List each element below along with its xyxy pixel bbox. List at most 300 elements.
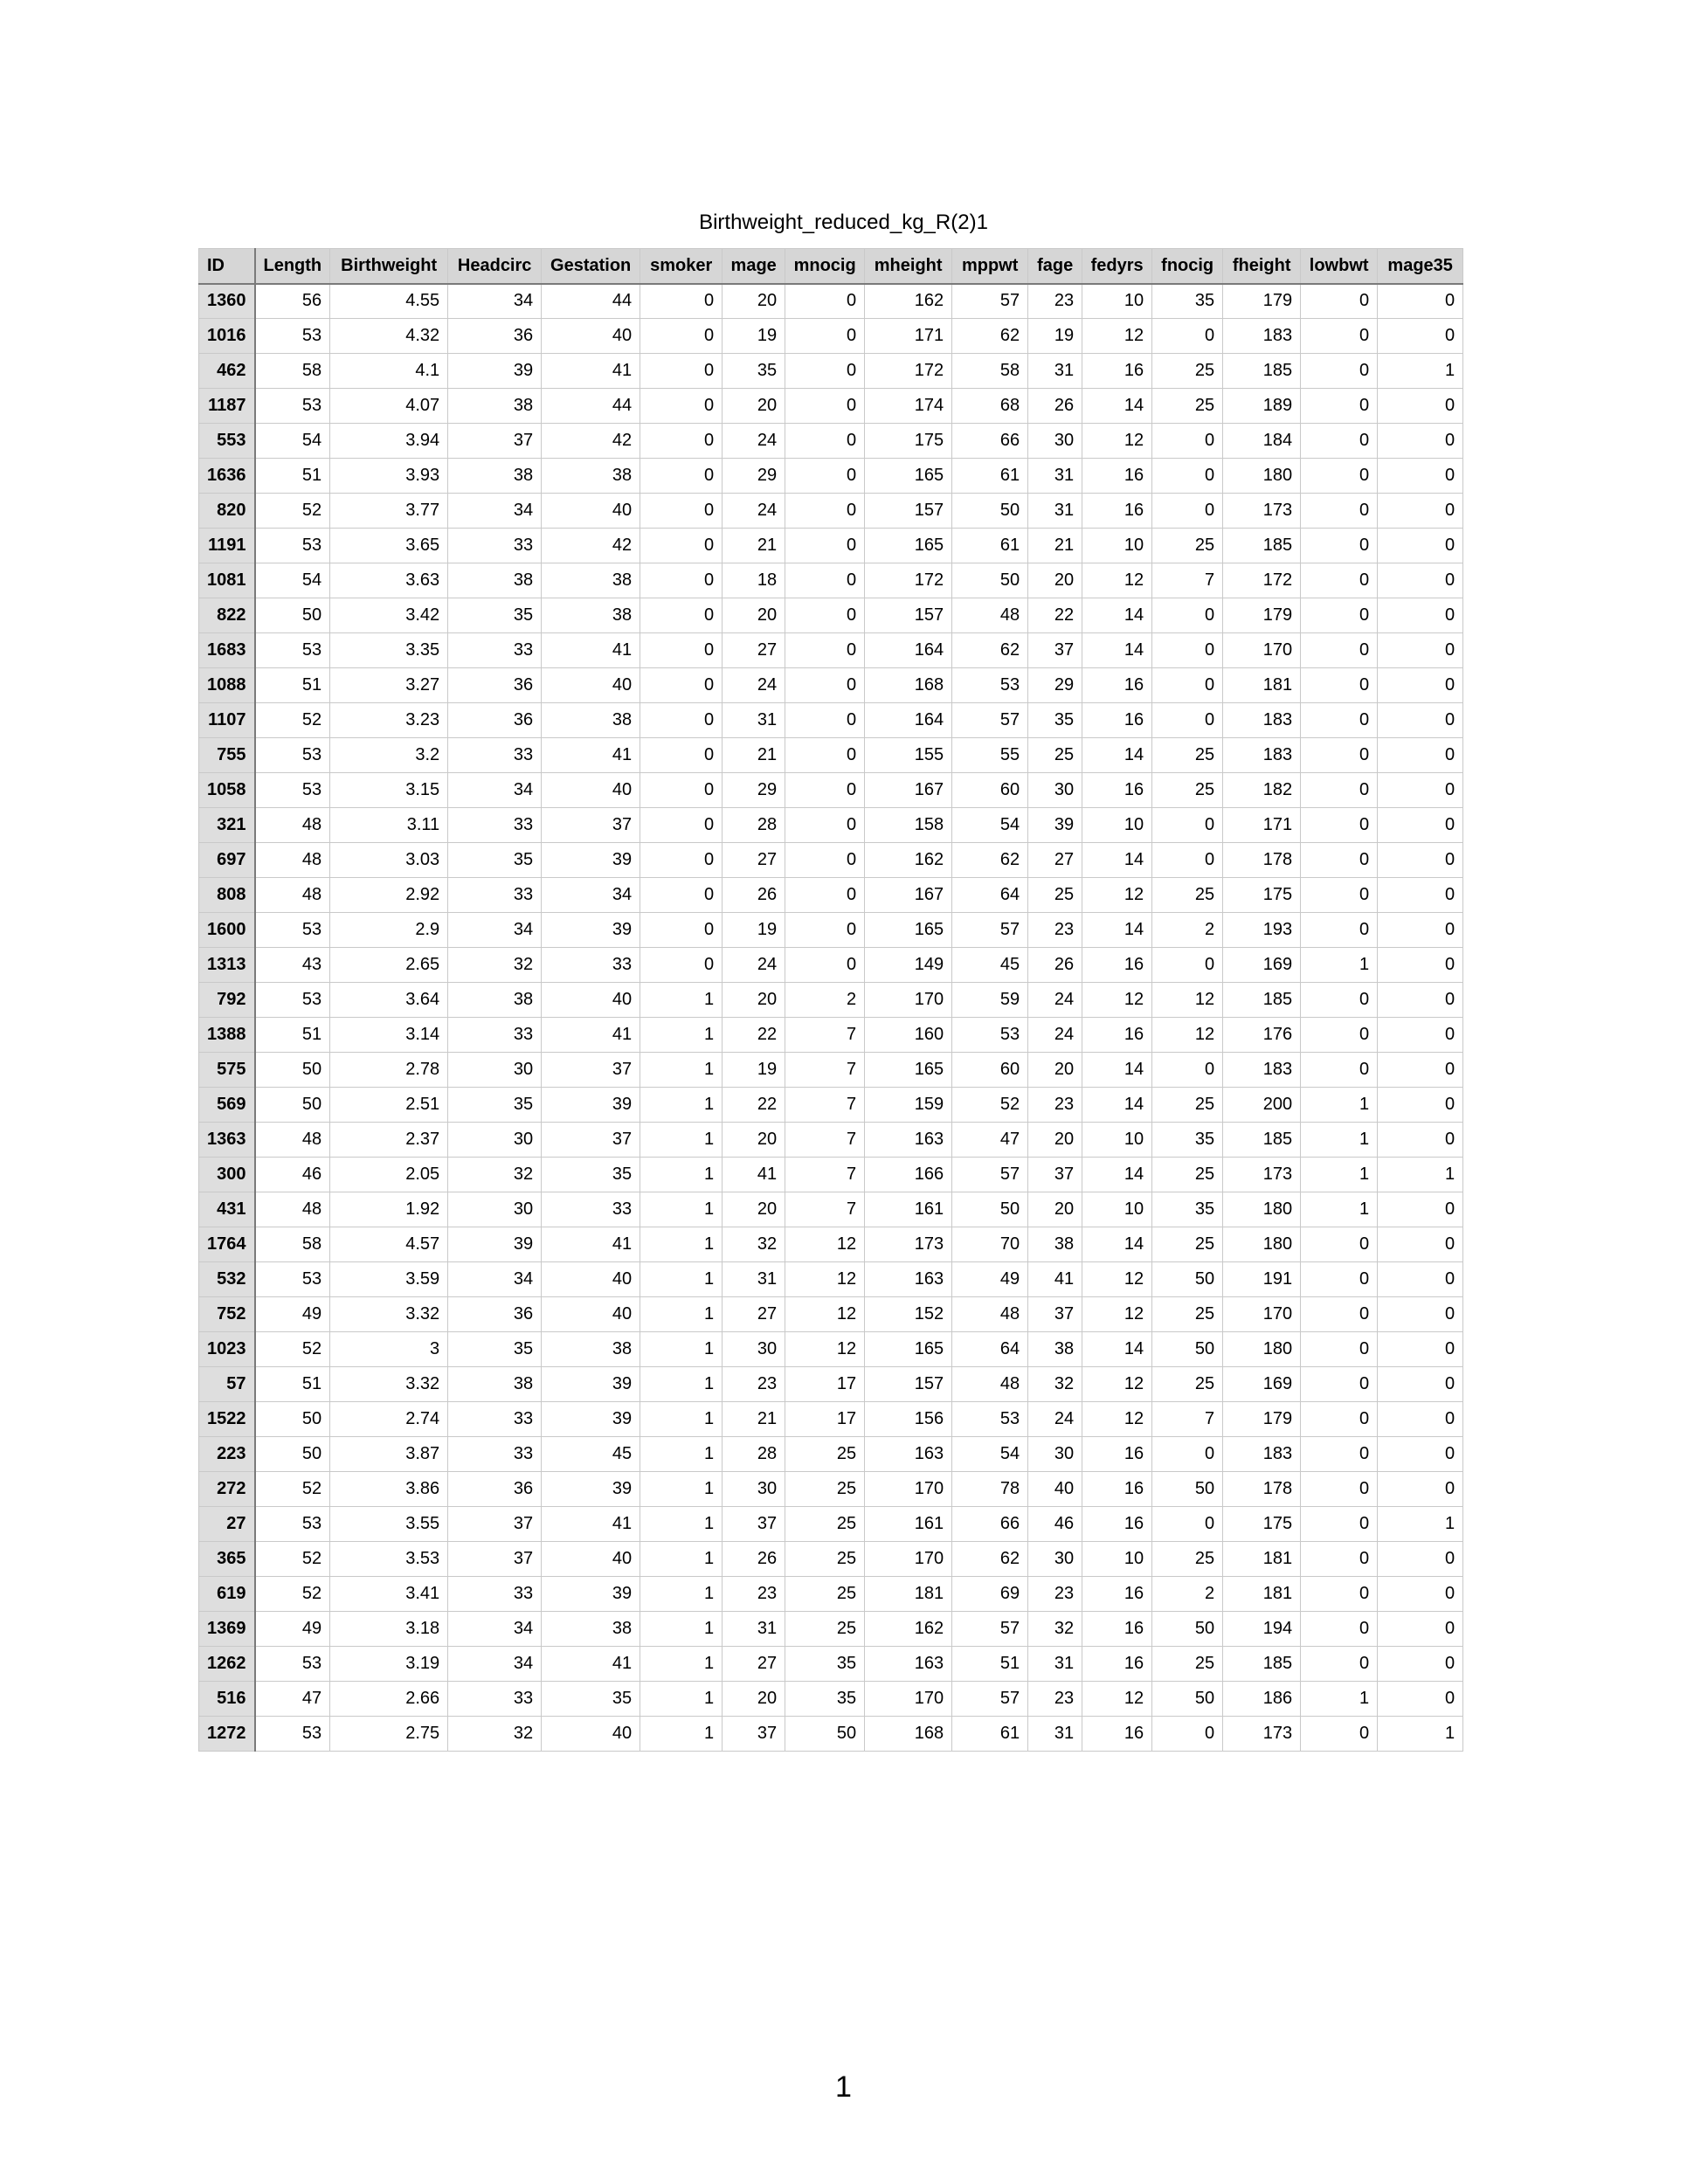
cell-mppwt: 58: [952, 354, 1028, 389]
cell-fnocig: 0: [1152, 598, 1223, 633]
cell-fheight: 173: [1223, 1717, 1301, 1752]
cell-gestation: 40: [542, 983, 640, 1018]
cell-smoker: 1: [640, 1367, 723, 1402]
cell-fedyrs: 10: [1082, 284, 1152, 319]
cell-fnocig: 0: [1152, 1053, 1223, 1088]
cell-headcirc: 36: [448, 668, 542, 703]
cell-mage: 19: [723, 1053, 785, 1088]
cell-fage: 31: [1028, 1647, 1082, 1682]
cell-lowbwt: 0: [1301, 843, 1378, 878]
table-row: [199, 494, 1463, 529]
cell-birthweight: 3.64: [330, 983, 448, 1018]
cell-smoker: 1: [640, 1123, 723, 1158]
cell-headcirc: 37: [448, 1507, 542, 1542]
cell-fnocig: 35: [1152, 284, 1223, 319]
cell-mheight: 157: [865, 1367, 952, 1402]
table-row: [199, 913, 1463, 948]
cell-id: 431: [199, 1192, 255, 1227]
cell-headcirc: 33: [448, 1402, 542, 1437]
cell-birthweight: 3.15: [330, 773, 448, 808]
column-header-mage: mage: [723, 249, 785, 284]
cell-mage: 37: [723, 1507, 785, 1542]
cell-fage: 32: [1028, 1367, 1082, 1402]
cell-smoker: 1: [640, 1262, 723, 1297]
cell-fnocig: 25: [1152, 1088, 1223, 1123]
cell-birthweight: 3.94: [330, 424, 448, 459]
cell-fedyrs: 14: [1082, 389, 1152, 424]
column-header-fedyrs: fedyrs: [1082, 249, 1152, 284]
cell-mheight: 165: [865, 913, 952, 948]
cell-mage: 18: [723, 563, 785, 598]
cell-length: 52: [255, 1332, 330, 1367]
cell-smoker: 0: [640, 598, 723, 633]
cell-lowbwt: 1: [1301, 1192, 1378, 1227]
cell-fnocig: 7: [1152, 563, 1223, 598]
cell-fage: 31: [1028, 354, 1082, 389]
cell-lowbwt: 0: [1301, 668, 1378, 703]
cell-mage35: 0: [1378, 1227, 1463, 1262]
cell-length: 53: [255, 913, 330, 948]
cell-fnocig: 50: [1152, 1332, 1223, 1367]
cell-mnocig: 0: [785, 389, 865, 424]
cell-smoker: 0: [640, 878, 723, 913]
cell-birthweight: 2.75: [330, 1717, 448, 1752]
cell-mage35: 0: [1378, 389, 1463, 424]
cell-length: 56: [255, 284, 330, 319]
table-row: [199, 459, 1463, 494]
cell-fage: 23: [1028, 1088, 1082, 1123]
cell-fage: 37: [1028, 1297, 1082, 1332]
cell-length: 49: [255, 1612, 330, 1647]
cell-mppwt: 52: [952, 1088, 1028, 1123]
cell-mnocig: 0: [785, 284, 865, 319]
cell-fage: 20: [1028, 1053, 1082, 1088]
cell-mheight: 160: [865, 1018, 952, 1053]
cell-headcirc: 36: [448, 1472, 542, 1507]
cell-headcirc: 34: [448, 913, 542, 948]
cell-birthweight: 3.77: [330, 494, 448, 529]
cell-mppwt: 66: [952, 1507, 1028, 1542]
cell-fheight: 183: [1223, 738, 1301, 773]
cell-mnocig: 50: [785, 1717, 865, 1752]
cell-smoker: 0: [640, 773, 723, 808]
cell-fnocig: 25: [1152, 354, 1223, 389]
cell-lowbwt: 0: [1301, 1647, 1378, 1682]
cell-mheight: 174: [865, 389, 952, 424]
column-header-mage35: mage35: [1378, 249, 1463, 284]
cell-mnocig: 0: [785, 878, 865, 913]
cell-length: 46: [255, 1158, 330, 1192]
cell-fheight: 189: [1223, 389, 1301, 424]
cell-fnocig: 25: [1152, 389, 1223, 424]
cell-headcirc: 34: [448, 284, 542, 319]
cell-fheight: 173: [1223, 1158, 1301, 1192]
cell-birthweight: 3: [330, 1332, 448, 1367]
cell-mage35: 0: [1378, 1332, 1463, 1367]
cell-mage: 20: [723, 1123, 785, 1158]
cell-birthweight: 3.53: [330, 1542, 448, 1577]
column-header-birthweight: Birthweight: [330, 249, 448, 284]
cell-mppwt: 57: [952, 284, 1028, 319]
cell-headcirc: 38: [448, 563, 542, 598]
cell-id: 532: [199, 1262, 255, 1297]
cell-mnocig: 35: [785, 1682, 865, 1717]
cell-id: 1313: [199, 948, 255, 983]
cell-fage: 20: [1028, 563, 1082, 598]
cell-id: 752: [199, 1297, 255, 1332]
cell-id: 1360: [199, 284, 255, 319]
cell-mnocig: 17: [785, 1402, 865, 1437]
table-row: [199, 738, 1463, 773]
cell-gestation: 41: [542, 1227, 640, 1262]
cell-headcirc: 35: [448, 598, 542, 633]
cell-length: 48: [255, 843, 330, 878]
cell-mppwt: 64: [952, 878, 1028, 913]
cell-birthweight: 3.86: [330, 1472, 448, 1507]
cell-gestation: 38: [542, 459, 640, 494]
cell-mppwt: 60: [952, 1053, 1028, 1088]
cell-mage35: 0: [1378, 1542, 1463, 1577]
cell-fheight: 185: [1223, 983, 1301, 1018]
cell-mage: 26: [723, 1542, 785, 1577]
cell-mnocig: 7: [785, 1192, 865, 1227]
cell-length: 52: [255, 494, 330, 529]
cell-length: 50: [255, 1088, 330, 1123]
cell-birthweight: 2.9: [330, 913, 448, 948]
cell-fheight: 178: [1223, 1472, 1301, 1507]
table-row: [199, 1437, 1463, 1472]
cell-fnocig: 50: [1152, 1682, 1223, 1717]
cell-mage35: 0: [1378, 284, 1463, 319]
table-row: [199, 948, 1463, 983]
cell-mppwt: 62: [952, 843, 1028, 878]
cell-birthweight: 3.19: [330, 1647, 448, 1682]
cell-lowbwt: 0: [1301, 1472, 1378, 1507]
cell-headcirc: 35: [448, 1088, 542, 1123]
cell-lowbwt: 0: [1301, 424, 1378, 459]
cell-fnocig: 0: [1152, 843, 1223, 878]
cell-fedyrs: 16: [1082, 1717, 1152, 1752]
cell-mage: 23: [723, 1577, 785, 1612]
cell-mage: 22: [723, 1088, 785, 1123]
cell-fnocig: 0: [1152, 703, 1223, 738]
cell-length: 50: [255, 1053, 330, 1088]
cell-smoker: 1: [640, 1158, 723, 1192]
cell-fnocig: 25: [1152, 878, 1223, 913]
cell-lowbwt: 1: [1301, 948, 1378, 983]
cell-fheight: 179: [1223, 1402, 1301, 1437]
cell-smoker: 0: [640, 703, 723, 738]
cell-id: 1683: [199, 633, 255, 668]
cell-id: 1191: [199, 529, 255, 563]
cell-mage: 22: [723, 1018, 785, 1053]
cell-fedyrs: 16: [1082, 1612, 1152, 1647]
cell-smoker: 0: [640, 633, 723, 668]
cell-fage: 20: [1028, 1123, 1082, 1158]
cell-fage: 24: [1028, 1402, 1082, 1437]
cell-smoker: 1: [640, 1437, 723, 1472]
cell-gestation: 39: [542, 1402, 640, 1437]
cell-mage35: 0: [1378, 529, 1463, 563]
cell-gestation: 40: [542, 1717, 640, 1752]
cell-fnocig: 25: [1152, 1227, 1223, 1262]
cell-fage: 30: [1028, 1542, 1082, 1577]
cell-id: 57: [199, 1367, 255, 1402]
table-body: [199, 284, 1463, 1752]
cell-fedyrs: 10: [1082, 808, 1152, 843]
column-header-smoker: smoker: [640, 249, 723, 284]
cell-mheight: 173: [865, 1227, 952, 1262]
cell-fnocig: 0: [1152, 668, 1223, 703]
cell-mage35: 0: [1378, 1192, 1463, 1227]
cell-length: 53: [255, 1262, 330, 1297]
cell-smoker: 1: [640, 1472, 723, 1507]
cell-birthweight: 1.92: [330, 1192, 448, 1227]
cell-smoker: 1: [640, 1088, 723, 1123]
column-header-headcirc: Headcirc: [448, 249, 542, 284]
cell-fheight: 169: [1223, 948, 1301, 983]
cell-mppwt: 69: [952, 1577, 1028, 1612]
cell-fnocig: 2: [1152, 1577, 1223, 1612]
cell-headcirc: 39: [448, 354, 542, 389]
cell-mppwt: 54: [952, 808, 1028, 843]
cell-mnocig: 7: [785, 1088, 865, 1123]
table-row: [199, 843, 1463, 878]
table-row: [199, 1158, 1463, 1192]
cell-fheight: 183: [1223, 1053, 1301, 1088]
cell-birthweight: 2.78: [330, 1053, 448, 1088]
cell-fedyrs: 14: [1082, 843, 1152, 878]
cell-mage35: 0: [1378, 1123, 1463, 1158]
cell-mheight: 155: [865, 738, 952, 773]
cell-mppwt: 49: [952, 1262, 1028, 1297]
cell-mnocig: 0: [785, 354, 865, 389]
cell-gestation: 34: [542, 878, 640, 913]
cell-mage: 21: [723, 738, 785, 773]
cell-fage: 25: [1028, 738, 1082, 773]
cell-mheight: 166: [865, 1158, 952, 1192]
cell-fage: 40: [1028, 1472, 1082, 1507]
cell-fheight: 173: [1223, 494, 1301, 529]
cell-smoker: 0: [640, 354, 723, 389]
cell-fheight: 191: [1223, 1262, 1301, 1297]
cell-smoker: 0: [640, 389, 723, 424]
cell-fnocig: 50: [1152, 1612, 1223, 1647]
cell-length: 53: [255, 1507, 330, 1542]
cell-birthweight: 4.07: [330, 389, 448, 424]
cell-fheight: 171: [1223, 808, 1301, 843]
cell-mppwt: 57: [952, 1158, 1028, 1192]
cell-gestation: 41: [542, 354, 640, 389]
cell-lowbwt: 0: [1301, 1367, 1378, 1402]
cell-fnocig: 7: [1152, 1402, 1223, 1437]
cell-mheight: 172: [865, 563, 952, 598]
column-header-mheight: mheight: [865, 249, 952, 284]
cell-lowbwt: 0: [1301, 808, 1378, 843]
cell-headcirc: 34: [448, 1262, 542, 1297]
cell-mage: 20: [723, 983, 785, 1018]
cell-fage: 26: [1028, 948, 1082, 983]
cell-mnocig: 0: [785, 738, 865, 773]
cell-birthweight: 2.66: [330, 1682, 448, 1717]
cell-mnocig: 7: [785, 1123, 865, 1158]
cell-lowbwt: 0: [1301, 494, 1378, 529]
cell-mage: 28: [723, 1437, 785, 1472]
cell-mppwt: 50: [952, 1192, 1028, 1227]
cell-id: 822: [199, 598, 255, 633]
table-row: [199, 808, 1463, 843]
cell-length: 43: [255, 948, 330, 983]
cell-mage: 23: [723, 1367, 785, 1402]
cell-id: 1764: [199, 1227, 255, 1262]
cell-mppwt: 57: [952, 1682, 1028, 1717]
cell-gestation: 40: [542, 773, 640, 808]
cell-birthweight: 3.32: [330, 1367, 448, 1402]
cell-mnocig: 35: [785, 1647, 865, 1682]
cell-fnocig: 0: [1152, 1717, 1223, 1752]
table-row: [199, 983, 1463, 1018]
cell-id: 365: [199, 1542, 255, 1577]
cell-length: 53: [255, 983, 330, 1018]
cell-lowbwt: 0: [1301, 319, 1378, 354]
cell-mage: 30: [723, 1332, 785, 1367]
cell-mnocig: 0: [785, 913, 865, 948]
cell-mheight: 165: [865, 529, 952, 563]
cell-mage: 24: [723, 668, 785, 703]
cell-id: 300: [199, 1158, 255, 1192]
cell-fheight: 193: [1223, 913, 1301, 948]
cell-fnocig: 35: [1152, 1192, 1223, 1227]
table-row: [199, 1367, 1463, 1402]
cell-fheight: 170: [1223, 1297, 1301, 1332]
cell-lowbwt: 0: [1301, 354, 1378, 389]
cell-fnocig: 0: [1152, 1437, 1223, 1472]
cell-mheight: 161: [865, 1192, 952, 1227]
cell-headcirc: 30: [448, 1192, 542, 1227]
cell-mheight: 162: [865, 284, 952, 319]
cell-lowbwt: 0: [1301, 738, 1378, 773]
table-row: [199, 563, 1463, 598]
cell-mage35: 0: [1378, 773, 1463, 808]
cell-fedyrs: 16: [1082, 668, 1152, 703]
cell-birthweight: 3.63: [330, 563, 448, 598]
cell-gestation: 44: [542, 284, 640, 319]
cell-smoker: 1: [640, 1227, 723, 1262]
cell-gestation: 33: [542, 1192, 640, 1227]
cell-lowbwt: 0: [1301, 1437, 1378, 1472]
cell-length: 51: [255, 668, 330, 703]
cell-fheight: 180: [1223, 1332, 1301, 1367]
cell-mage35: 0: [1378, 738, 1463, 773]
cell-fheight: 180: [1223, 1192, 1301, 1227]
cell-length: 52: [255, 1542, 330, 1577]
cell-length: 54: [255, 563, 330, 598]
cell-id: 1081: [199, 563, 255, 598]
cell-headcirc: 35: [448, 843, 542, 878]
cell-mage: 41: [723, 1158, 785, 1192]
cell-mage: 32: [723, 1227, 785, 1262]
table-row: [199, 1402, 1463, 1437]
cell-lowbwt: 1: [1301, 1158, 1378, 1192]
table-row: [199, 1297, 1463, 1332]
cell-mheight: 170: [865, 1542, 952, 1577]
cell-mppwt: 53: [952, 1402, 1028, 1437]
cell-length: 52: [255, 1577, 330, 1612]
table-row: [199, 354, 1463, 389]
cell-smoker: 1: [640, 1018, 723, 1053]
cell-lowbwt: 0: [1301, 284, 1378, 319]
table-row: [199, 1717, 1463, 1752]
cell-mage: 20: [723, 284, 785, 319]
cell-fage: 26: [1028, 389, 1082, 424]
cell-fheight: 179: [1223, 598, 1301, 633]
cell-mage: 31: [723, 1262, 785, 1297]
cell-smoker: 0: [640, 668, 723, 703]
cell-fheight: 178: [1223, 843, 1301, 878]
cell-fedyrs: 16: [1082, 354, 1152, 389]
cell-fedyrs: 12: [1082, 1262, 1152, 1297]
cell-mnocig: 25: [785, 1542, 865, 1577]
cell-smoker: 0: [640, 494, 723, 529]
cell-mppwt: 61: [952, 1717, 1028, 1752]
cell-fedyrs: 12: [1082, 1297, 1152, 1332]
cell-fedyrs: 10: [1082, 529, 1152, 563]
cell-mage35: 1: [1378, 1717, 1463, 1752]
cell-fheight: 181: [1223, 1542, 1301, 1577]
cell-fage: 39: [1028, 808, 1082, 843]
cell-fnocig: 25: [1152, 529, 1223, 563]
cell-fedyrs: 14: [1082, 1088, 1152, 1123]
cell-mage: 27: [723, 1297, 785, 1332]
cell-fnocig: 0: [1152, 633, 1223, 668]
cell-fedyrs: 16: [1082, 773, 1152, 808]
cell-id: 619: [199, 1577, 255, 1612]
cell-length: 51: [255, 1018, 330, 1053]
cell-mheight: 167: [865, 878, 952, 913]
cell-length: 48: [255, 1192, 330, 1227]
table-row: [199, 1227, 1463, 1262]
cell-mage: 27: [723, 633, 785, 668]
cell-mage35: 0: [1378, 1612, 1463, 1647]
table-row: [199, 878, 1463, 913]
cell-gestation: 40: [542, 1297, 640, 1332]
cell-fedyrs: 16: [1082, 1437, 1152, 1472]
cell-smoker: 1: [640, 1717, 723, 1752]
cell-mage: 24: [723, 948, 785, 983]
cell-lowbwt: 0: [1301, 983, 1378, 1018]
cell-mheight: 181: [865, 1577, 952, 1612]
cell-fedyrs: 10: [1082, 1192, 1152, 1227]
cell-smoker: 1: [640, 1612, 723, 1647]
cell-length: 48: [255, 808, 330, 843]
cell-headcirc: 33: [448, 1437, 542, 1472]
cell-fheight: 181: [1223, 1577, 1301, 1612]
cell-gestation: 39: [542, 1472, 640, 1507]
cell-mnocig: 7: [785, 1158, 865, 1192]
cell-fedyrs: 16: [1082, 948, 1152, 983]
cell-fage: 31: [1028, 494, 1082, 529]
cell-mheight: 156: [865, 1402, 952, 1437]
cell-mppwt: 47: [952, 1123, 1028, 1158]
cell-length: 52: [255, 1472, 330, 1507]
cell-mppwt: 48: [952, 598, 1028, 633]
cell-mheight: 172: [865, 354, 952, 389]
cell-length: 53: [255, 633, 330, 668]
cell-fnocig: 50: [1152, 1262, 1223, 1297]
cell-mage35: 0: [1378, 1367, 1463, 1402]
table-row: [199, 319, 1463, 354]
cell-mage: 30: [723, 1472, 785, 1507]
